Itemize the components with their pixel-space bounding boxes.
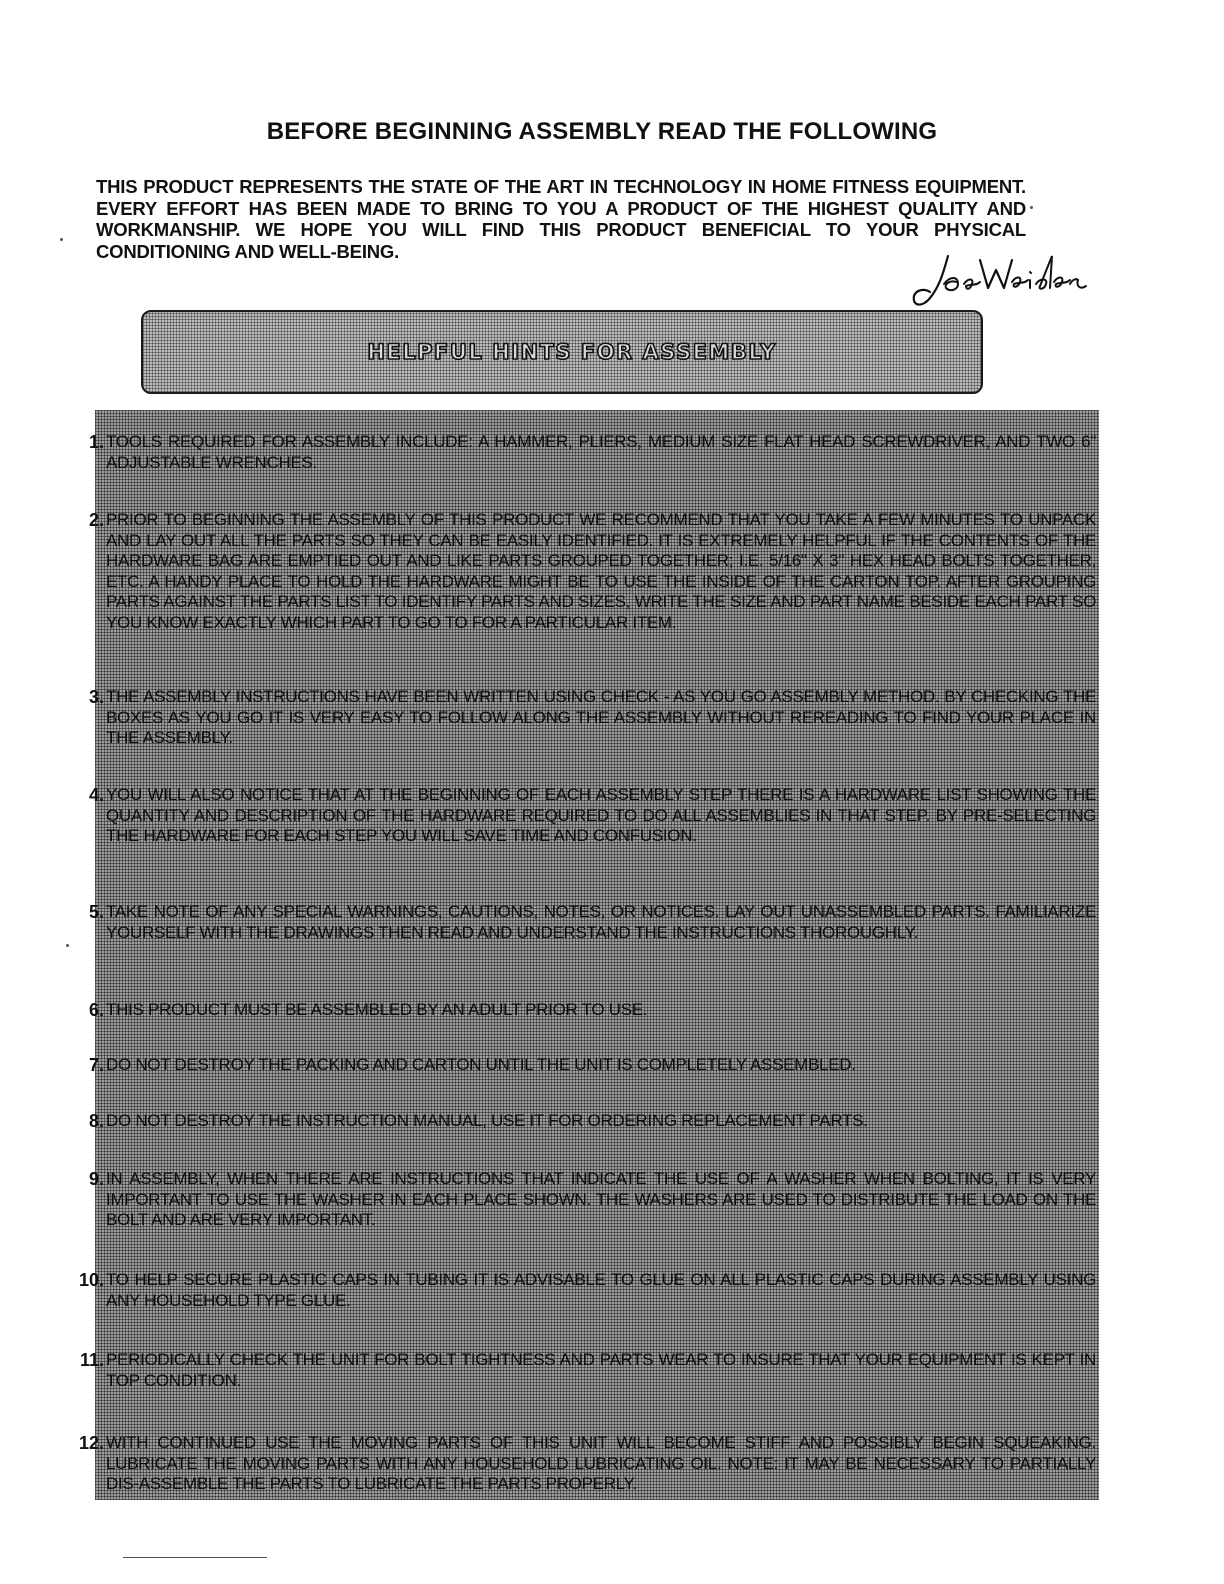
- hint-text: TAKE NOTE OF ANY SPECIAL WARNINGS, CAUTIONS, NOTES, OR NOTICES. LAY OUT UNASSEMBLED PARTS. FAMILIARIZE YOURSELF WITH THE DRAWINGS THEN READ AND UNDERSTAND THE INSTRUCTIONS THOROUGHLY.: [106, 902, 1096, 942]
- hint-text: DO NOT DESTROY THE PACKING AND CARTON UNTIL THE UNIT IS COMPLETELY ASSEMBLED.: [106, 1055, 856, 1074]
- hint-number: 2.: [88, 510, 104, 530]
- footer-rule: [123, 1557, 267, 1558]
- hint-text: TO HELP SECURE PLASTIC CAPS IN TUBING IT IS ADVISABLE TO GLUE ON ALL PLASTIC CAPS DURING ASSEMBLY USING ANY HOUSEHOLD TYPE GLUE.: [106, 1270, 1096, 1310]
- hint-text: THIS PRODUCT MUST BE ASSEMBLED BY AN ADULT PRIOR TO USE.: [106, 1000, 648, 1019]
- hint-number: 6.: [88, 1000, 104, 1020]
- hint-number: 1.: [88, 432, 104, 452]
- hint-text: THE ASSEMBLY INSTRUCTIONS HAVE BEEN WRITTEN USING CHECK - AS YOU GO ASSEMBLY METHOD. BY CHECKING THE BOXES AS YOU GO IT IS VERY EASY TO FOLLOW ALONG THE ASSEMBLY WITHOUT REREADING TO FIND YOUR PLACE IN THE ASSEMBLY.: [106, 687, 1096, 747]
- scan-speck: [66, 944, 69, 947]
- intro-paragraph: THIS PRODUCT REPRESENTS THE STATE OF THE ART IN TECHNOLOGY IN HOME FITNESS EQUIPMENT. EVERY EFFORT HAS BEEN MADE TO BRING TO YOU A PRODUCT OF THE HIGHEST QUALITY AND WORKMANSHIP. WE HOPE YOU WILL FIND THIS PRODUCT BENEFICIAL TO YOUR PHYSICAL CONDITIONING AND WELL-BEING.: [96, 176, 1026, 262]
- hint-text: IN ASSEMBLY, WHEN THERE ARE INSTRUCTIONS THAT INDICATE THE USE OF A WASHER WHEN BOLTING, IT IS VERY IMPORTANT TO USE THE WASHER IN EACH PLACE SHOWN. THE WASHERS ARE USED TO DISTRIBUTE THE LOAD ON THE BOLT AND ARE VERY IMPORTANT.: [106, 1169, 1096, 1229]
- hint-number: 5.: [88, 902, 104, 922]
- hint-number: 7.: [88, 1055, 104, 1075]
- signature-image: [900, 246, 1090, 316]
- hint-number: 12.: [78, 1433, 104, 1453]
- hint-number: 8.: [88, 1111, 104, 1131]
- hint-text: PERIODICALLY CHECK THE UNIT FOR BOLT TIGHTNESS AND PARTS WEAR TO INSURE THAT YOUR EQUIPMENT IS KEPT IN TOP CONDITION.: [106, 1350, 1096, 1390]
- page-heading: BEFORE BEGINNING ASSEMBLY READ THE FOLLOWING: [266, 118, 938, 145]
- hint-number: 10.: [78, 1270, 104, 1290]
- hint-number: 4.: [88, 785, 104, 805]
- scan-speck: [1030, 206, 1033, 209]
- hint-text: TOOLS REQUIRED FOR ASSEMBLY INCLUDE: A HAMMER, PLIERS, MEDIUM SIZE FLAT HEAD SCREWDRIVER, AND TWO 6" ADJUSTABLE WRENCHES.: [106, 432, 1096, 472]
- hint-text: DO NOT DESTROY THE INSTRUCTION MANUAL, USE IT FOR ORDERING REPLACEMENT PARTS.: [106, 1111, 868, 1130]
- hint-text: PRIOR TO BEGINNING THE ASSEMBLY OF THIS PRODUCT WE RECOMMEND THAT YOU TAKE A FEW MINUTES TO UNPACK AND LAY OUT ALL THE PARTS SO THEY CAN BE EASILY IDENTIFIED. IT IS EXTREMELY HELPFUL IF THE CONTENTS OF THE HARDWARE BAG ARE EMPTIED OUT AND LIKE PARTS GROUPED TOGETHER; I.E. 5/16" X 3" HEX HEAD BOLTS TOGETHER, ETC. A HANDY PLACE TO HOLD THE HARDWARE MIGHT BE TO USE THE INSIDE OF THE CARTON TOP. AFTER GROUPING PARTS AGAINST THE PARTS LIST TO IDENTIFY PARTS AND SIZES, WRITE THE SIZE AND PART NAME BESIDE EACH PART SO YOU KNOW EXACTLY WHICH PART TO GO TO FOR A PARTICULAR ITEM.: [106, 510, 1096, 632]
- scan-speck: [60, 238, 63, 241]
- hint-number: 3.: [88, 687, 104, 707]
- hint-number: 11.: [79, 1350, 104, 1370]
- hint-number: 9.: [88, 1169, 104, 1189]
- helpful-hints-title: HELPFUL HINTS FOR ASSEMBLY: [367, 340, 777, 364]
- hint-text: YOU WILL ALSO NOTICE THAT AT THE BEGINNING OF EACH ASSEMBLY STEP THERE IS A HARDWARE LIST SHOWING THE QUANTITY AND DESCRIPTION OF THE HARDWARE REQUIRED TO DO ALL ASSEMBLIES IN THAT STEP. BY PRE-SELECTING THE HARDWARE FOR EACH STEP YOU WILL SAVE TIME AND CONFUSION.: [106, 785, 1096, 845]
- hint-text: WITH CONTINUED USE THE MOVING PARTS OF THIS UNIT WILL BECOME STIFF AND POSSIBLY BEGIN SQUEAKING. LUBRICATE THE MOVING PARTS WITH ANY HOUSEHOLD LUBRICATING OIL. NOTE: IT MAY BE NECESSARY TO PARTIALLY DIS-ASSEMBLE THE PARTS TO LUBRICATE THE PARTS PROPERLY.: [106, 1433, 1096, 1493]
- helpful-hints-banner: [141, 310, 983, 394]
